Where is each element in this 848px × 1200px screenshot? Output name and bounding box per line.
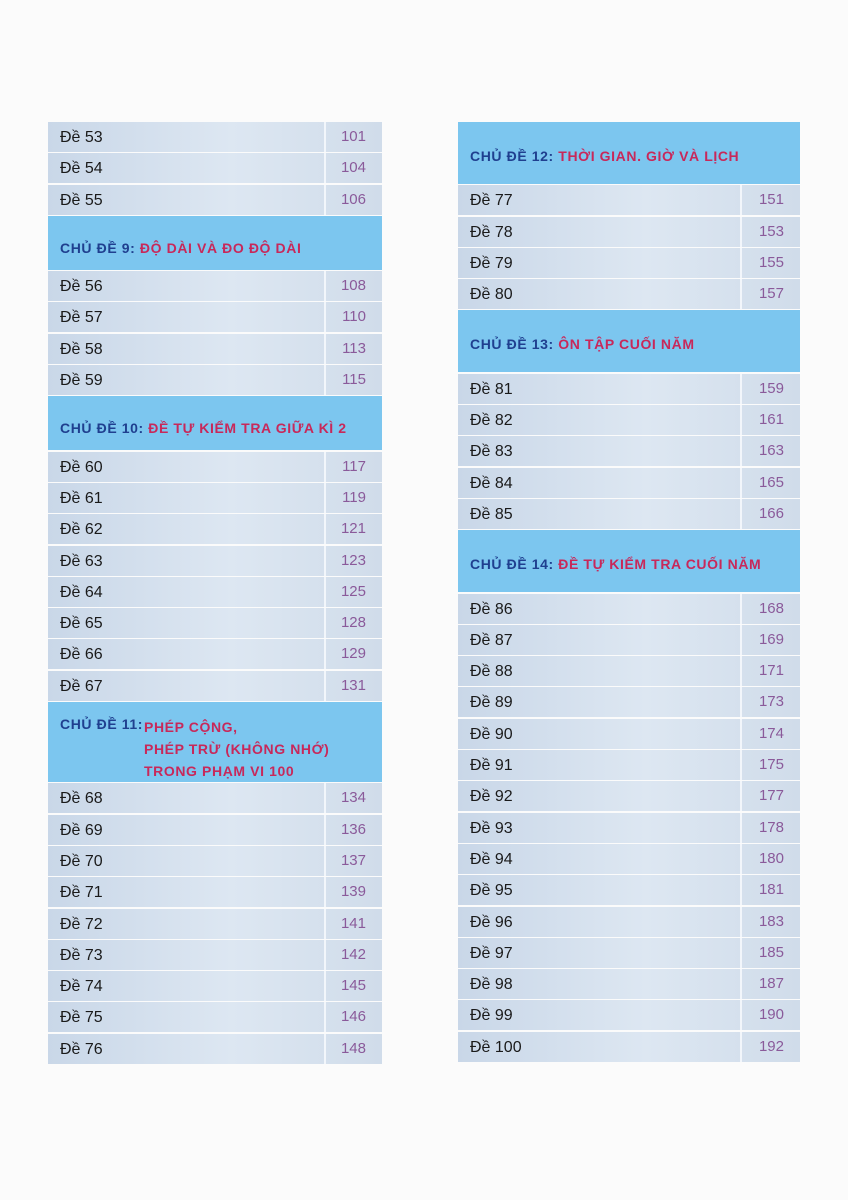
column-divider [740, 687, 742, 717]
column-divider [740, 907, 742, 937]
column-divider [740, 405, 742, 435]
entry-page-number: 136 [340, 820, 366, 838]
entry-label: Đề 77 [470, 192, 513, 210]
topic-header [458, 530, 800, 592]
entry-page-number: 177 [758, 787, 784, 805]
column-divider [740, 719, 742, 749]
entry-page-number: 155 [758, 253, 784, 271]
entry-page-number: 173 [758, 693, 784, 711]
entry-label: Đề 72 [60, 915, 103, 933]
entry-page-number: 178 [758, 818, 784, 836]
entry-label: Đề 88 [470, 663, 513, 681]
toc-entry-row[interactable] [458, 719, 800, 749]
column-divider [740, 248, 742, 278]
entry-page-number: 117 [342, 457, 366, 475]
entry-label: Đề 80 [470, 286, 513, 304]
column-divider [740, 436, 742, 466]
entry-label: Đề 62 [60, 521, 103, 539]
toc-entry-row[interactable] [458, 499, 800, 529]
entry-label: Đề 53 [60, 129, 103, 146]
entry-label: Đề 59 [60, 372, 103, 390]
toc-entry-row[interactable] [48, 122, 382, 152]
entry-page-number: 110 [342, 308, 366, 326]
toc-entry-row[interactable] [48, 153, 382, 183]
column-divider [324, 671, 326, 701]
entry-page-number: 113 [342, 339, 366, 357]
column-divider [740, 813, 742, 843]
column-divider [324, 877, 326, 907]
entry-page-number: 171 [758, 662, 784, 680]
entry-label: Đề 93 [470, 819, 513, 837]
column-divider [324, 334, 326, 364]
topic-title: ÔN TẬP CUỐI NĂM [558, 336, 695, 353]
toc-left-column [48, 122, 382, 1065]
toc-entry-row[interactable] [48, 909, 382, 939]
column-divider [324, 185, 326, 215]
topic-title: ĐỀ TỰ KIỂM TRA CUỐI NĂM [558, 556, 762, 573]
entry-page-number: 142 [340, 945, 366, 963]
entry-page-number: 115 [342, 371, 366, 389]
toc-entry-row[interactable] [48, 877, 382, 907]
entry-page-number: 159 [758, 379, 784, 397]
column-divider [324, 483, 326, 513]
entry-label: Đề 64 [60, 583, 103, 601]
column-divider [324, 302, 326, 332]
topic-title: ĐỘ DÀI VÀ ĐO ĐỘ DÀI [139, 239, 302, 256]
entry-label: Đề 99 [470, 1007, 513, 1025]
entry-page-number: 163 [758, 442, 784, 460]
toc-entry-row[interactable] [458, 248, 800, 278]
topic-title-line: TRONG PHẠM VI 100 [144, 763, 295, 780]
topic-header [48, 396, 382, 450]
column-divider [740, 750, 742, 780]
topic-number: CHỦ ĐỀ 13: [470, 336, 554, 353]
entry-label: Đề 71 [60, 884, 103, 902]
toc-entry-row[interactable] [458, 625, 800, 655]
toc-entry-row[interactable] [48, 940, 382, 970]
column-divider [740, 499, 742, 529]
topic-header-text [470, 336, 695, 352]
column-divider [324, 153, 326, 183]
toc-entry-row[interactable] [48, 577, 382, 607]
entry-label: Đề 81 [470, 380, 513, 398]
toc-entry-row[interactable] [48, 514, 382, 544]
entry-page-number: 168 [758, 599, 784, 617]
toc-entry-row[interactable] [48, 302, 382, 332]
column-divider [740, 1032, 742, 1062]
toc-entry-row[interactable] [458, 185, 800, 215]
entry-label: Đề 96 [470, 913, 513, 931]
entry-label: Đề 56 [60, 278, 103, 296]
entry-page-number: 153 [758, 222, 784, 240]
toc-right-column [458, 122, 800, 1063]
toc-entry-row[interactable] [48, 271, 382, 301]
toc-entry-row[interactable] [48, 783, 382, 813]
toc-entry-row[interactable] [458, 687, 800, 717]
topic-number: CHỦ ĐỀ 9: [60, 239, 136, 256]
topic-header-text [470, 148, 739, 164]
column-divider [324, 815, 326, 845]
column-divider [324, 783, 326, 813]
column-divider [740, 217, 742, 247]
entry-page-number: 192 [758, 1037, 784, 1055]
entry-label: Đề 92 [470, 788, 513, 806]
topic-number: CHỦ ĐỀ 11: [60, 716, 144, 733]
entry-page-number: 157 [758, 285, 784, 303]
toc-entry-row[interactable] [48, 846, 382, 876]
column-divider [740, 969, 742, 999]
column-divider [740, 1000, 742, 1030]
topic-header [458, 122, 800, 184]
entry-page-number: 185 [758, 943, 784, 961]
entry-label: Đề 79 [470, 254, 513, 272]
column-divider [324, 122, 326, 152]
column-divider [324, 365, 326, 395]
entry-label: Đề 82 [470, 412, 513, 430]
topic-title-line: PHÉP TRỪ (KHÔNG NHỚ) [144, 741, 330, 758]
entry-page-number: 169 [758, 630, 784, 648]
column-divider [324, 940, 326, 970]
column-divider [324, 971, 326, 1001]
column-divider [324, 546, 326, 576]
toc-entry-row[interactable] [458, 1032, 800, 1062]
entry-page-number: 129 [340, 645, 366, 663]
entry-label: Đề 69 [60, 821, 103, 839]
column-divider [740, 875, 742, 905]
entry-label: Đề 70 [60, 852, 103, 870]
entry-page-number: 125 [340, 582, 366, 600]
toc-entry-row[interactable] [48, 1002, 382, 1032]
toc-entry-row[interactable] [458, 875, 800, 905]
topic-number: CHỦ ĐỀ 12: [470, 148, 554, 164]
entry-label: Đề 57 [60, 309, 103, 327]
entry-page-number: 145 [340, 977, 366, 995]
column-divider [740, 185, 742, 215]
entry-page-number: 139 [340, 883, 366, 901]
entry-label: Đề 86 [470, 600, 513, 618]
column-divider [324, 1034, 326, 1064]
toc-entry-row[interactable] [458, 907, 800, 937]
entry-page-number: 134 [340, 789, 366, 807]
entry-page-number: 187 [758, 975, 784, 993]
topic-number: CHỦ ĐỀ 14: [470, 556, 554, 573]
column-divider [324, 452, 326, 482]
entry-page-number: 123 [340, 551, 366, 569]
entry-page-number: 190 [758, 1006, 784, 1024]
entry-page-number: 146 [340, 1008, 366, 1026]
entry-page-number: 108 [340, 277, 366, 295]
topic-header [48, 216, 382, 270]
column-divider [740, 279, 742, 309]
entry-label: Đề 95 [470, 882, 513, 900]
entry-page-number: 183 [758, 912, 784, 930]
toc-entry-row[interactable] [458, 781, 800, 811]
entry-label: Đề 74 [60, 978, 103, 996]
entry-label: Đề 85 [470, 505, 513, 523]
entry-label: Đề 65 [60, 615, 103, 633]
toc-entry-row[interactable] [48, 334, 382, 364]
entry-page-number: 141 [340, 914, 366, 932]
entry-page-number: 106 [340, 190, 366, 208]
entry-label: Đề 83 [470, 443, 513, 461]
entry-label: Đề 66 [60, 646, 103, 664]
entry-page-number: 165 [758, 473, 784, 491]
column-divider [324, 271, 326, 301]
column-divider [740, 374, 742, 404]
topic-title-line: PHÉP CỘNG, [144, 719, 238, 736]
toc-entry-row[interactable] [458, 217, 800, 247]
entry-page-number: 137 [340, 851, 366, 869]
entry-page-number: 104 [340, 159, 366, 177]
entry-label: Đề 63 [60, 552, 103, 570]
entry-label: Đề 100 [470, 1038, 522, 1056]
entry-page-number: 174 [758, 724, 784, 742]
column-divider [740, 625, 742, 655]
column-divider [324, 514, 326, 544]
entry-label: Đề 78 [470, 223, 513, 241]
entry-page-number: 166 [758, 504, 784, 522]
entry-label: Đề 97 [470, 944, 513, 962]
topic-header-text [470, 556, 761, 572]
toc-entry-row[interactable] [458, 969, 800, 999]
toc-entry-row[interactable] [48, 1034, 382, 1064]
entry-page-number: 180 [758, 849, 784, 867]
entry-label: Đề 61 [60, 489, 103, 507]
toc-entry-row[interactable] [458, 938, 800, 968]
column-divider [324, 639, 326, 669]
toc-entry-row[interactable] [458, 813, 800, 843]
toc-entry-row[interactable] [48, 671, 382, 701]
toc-entry-row[interactable] [458, 844, 800, 874]
entry-label: Đề 89 [470, 694, 513, 712]
entry-page-number: 161 [758, 411, 784, 429]
entry-page-number: 181 [758, 881, 784, 899]
toc-entry-row[interactable] [458, 468, 800, 498]
entry-label: Đề 98 [470, 976, 513, 994]
column-divider [324, 1002, 326, 1032]
entry-label: Đề 73 [60, 946, 103, 964]
entry-label: Đề 58 [60, 340, 103, 358]
toc-entry-row[interactable] [458, 750, 800, 780]
toc-entry-row[interactable] [458, 436, 800, 466]
column-divider [740, 781, 742, 811]
toc-entry-row[interactable] [458, 1000, 800, 1030]
column-divider [740, 844, 742, 874]
entry-label: Đề 91 [470, 757, 513, 775]
topic-header [458, 310, 800, 372]
toc-entry-row[interactable] [458, 405, 800, 435]
entry-label: Đề 94 [470, 850, 513, 868]
entry-page-number: 101 [340, 128, 366, 145]
entry-label: Đề 75 [60, 1009, 103, 1027]
topic-title: THỜI GIAN. GIỜ VÀ LỊCH [558, 148, 740, 164]
topic-number: CHỦ ĐỀ 10: [60, 420, 144, 437]
toc-entry-row[interactable] [458, 374, 800, 404]
entry-page-number: 119 [342, 488, 366, 506]
toc-entry-row[interactable] [458, 594, 800, 624]
entry-label: Đề 60 [60, 458, 103, 476]
entry-page-number: 128 [340, 614, 366, 632]
topic-title [144, 716, 329, 782]
entry-label: Đề 54 [60, 160, 103, 178]
column-divider [740, 594, 742, 624]
toc-entry-row[interactable] [48, 608, 382, 638]
topic-header [48, 702, 382, 782]
column-divider [740, 656, 742, 686]
column-divider [324, 846, 326, 876]
entry-label: Đề 90 [470, 725, 513, 743]
entry-page-number: 175 [758, 756, 784, 774]
toc-entry-row[interactable] [48, 971, 382, 1001]
column-divider [324, 608, 326, 638]
column-divider [324, 577, 326, 607]
toc-entry-row[interactable] [458, 656, 800, 686]
topic-title: ĐỀ TỰ KIỂM TRA GIỮA KÌ 2 [148, 420, 347, 437]
column-divider [324, 909, 326, 939]
entry-label: Đề 84 [470, 474, 513, 492]
column-divider [740, 938, 742, 968]
toc-entry-row[interactable] [48, 452, 382, 482]
toc-entry-row[interactable] [48, 365, 382, 395]
entry-page-number: 131 [340, 676, 366, 694]
entry-label: Đề 68 [60, 790, 103, 808]
entry-page-number: 148 [340, 1039, 366, 1057]
toc-entry-row[interactable] [48, 815, 382, 845]
entry-label: Đề 67 [60, 677, 103, 695]
toc-entry-row[interactable] [48, 185, 382, 215]
topic-header-text [60, 240, 301, 256]
toc-entry-row[interactable] [48, 483, 382, 513]
entry-page-number: 121 [340, 520, 366, 538]
topic-header-text [60, 420, 347, 436]
entry-label: Đề 76 [60, 1040, 103, 1058]
toc-entry-row[interactable] [458, 279, 800, 309]
entry-label: Đề 87 [470, 631, 513, 649]
toc-entry-row[interactable] [48, 639, 382, 669]
entry-label: Đề 55 [60, 191, 103, 209]
toc-entry-row[interactable] [48, 546, 382, 576]
entry-page-number: 151 [758, 191, 784, 209]
column-divider [740, 468, 742, 498]
